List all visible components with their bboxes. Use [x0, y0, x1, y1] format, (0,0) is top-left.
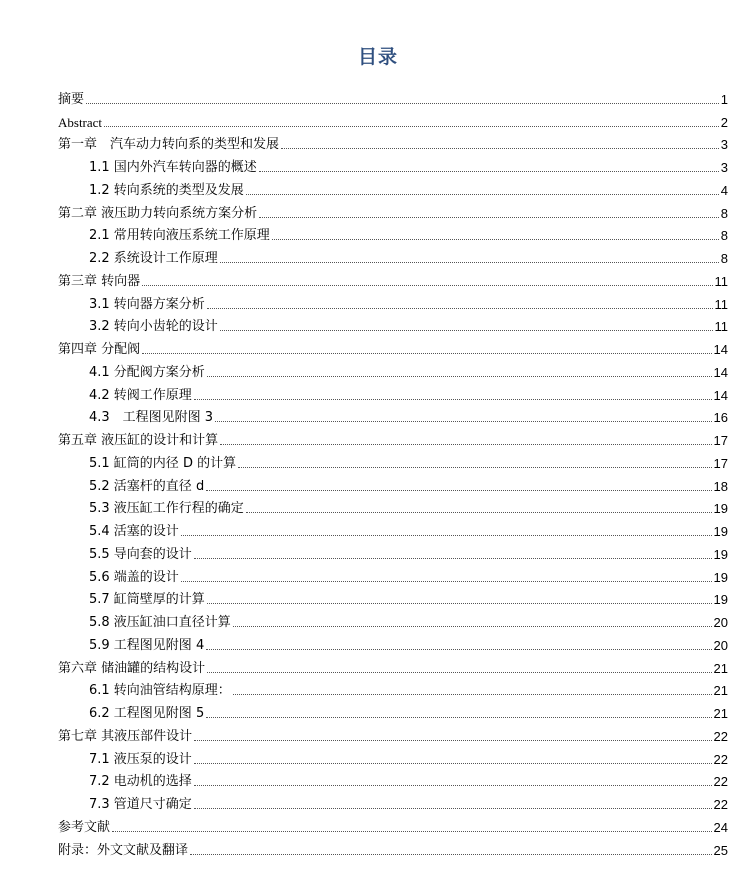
toc-entry-title: 6.1 转向油管结构原理： — [89, 683, 231, 699]
toc-entry-title: 5.4 活塞的设计 — [89, 524, 179, 539]
toc-dot-leader — [190, 854, 712, 855]
toc-dot-leader — [272, 239, 719, 240]
toc-dot-leader — [206, 717, 711, 718]
toc-entry-title: Abstract — [58, 114, 103, 130]
toc-section-entry[interactable] — [58, 677, 728, 700]
toc-page-number: 11 — [714, 319, 728, 335]
toc-dot-leader — [259, 171, 719, 172]
toc-entry-title: 7.3 管道尺寸确定 — [89, 797, 192, 812]
toc-section-entry[interactable] — [58, 563, 728, 586]
toc-entry-title: 第六章 储油罐的结构设计 — [58, 660, 206, 676]
toc-chapter-entry[interactable] — [58, 813, 728, 836]
toc-entry-title: 7.1 液压泵的设计 — [89, 751, 192, 767]
toc-page-number: 21 — [713, 683, 728, 699]
toc-section-entry[interactable] — [58, 540, 728, 563]
toc-chapter-entry[interactable] — [58, 267, 728, 290]
toc-chapter-entry[interactable] — [58, 199, 728, 222]
toc-dot-leader — [220, 262, 719, 263]
toc-dot-leader — [86, 103, 719, 104]
toc-dot-leader — [194, 808, 712, 809]
toc-page-number: 24 — [713, 819, 728, 835]
toc-page-number: 19 — [713, 501, 728, 517]
toc-dot-leader — [233, 694, 712, 695]
toc-entry-title: 第七章 其液压部件设计 — [58, 728, 193, 744]
toc-dot-leader — [207, 672, 711, 673]
toc-entry-title: 摘要 — [58, 91, 85, 107]
toc-page-number: 22 — [713, 797, 728, 812]
toc-page-number: 25 — [713, 842, 728, 858]
toc-dot-leader — [215, 421, 711, 422]
toc-entry-title: 4.2 转阀工作原理 — [89, 387, 192, 403]
toc-dot-leader — [281, 148, 719, 149]
toc-dot-leader — [142, 285, 712, 286]
toc-section-entry[interactable] — [58, 404, 728, 427]
page-title: 目录 — [357, 46, 398, 68]
toc-dot-leader — [112, 831, 712, 832]
toc-page-number: 8 — [720, 228, 728, 244]
toc-dot-leader — [104, 126, 719, 127]
toc-dot-leader — [246, 512, 712, 513]
toc-dot-leader — [206, 490, 711, 491]
toc-entry-title: 3.1 转向器方案分析 — [89, 296, 205, 312]
toc-section-entry[interactable] — [58, 768, 728, 791]
toc-page-number: 14 — [713, 364, 728, 380]
toc-page-number: 20 — [713, 615, 728, 630]
toc-chapter-entry[interactable] — [58, 836, 728, 859]
toc-dot-leader — [194, 558, 712, 559]
toc-page-number: 16 — [713, 410, 728, 426]
toc-chapter-entry[interactable] — [58, 85, 728, 108]
toc-entry-title: 2.1 常用转向液压系统工作原理 — [89, 228, 270, 244]
toc-dot-leader — [194, 740, 711, 741]
toc-entry-title: 1.1 国内外汽车转向器的概述 — [89, 160, 257, 175]
toc-entry-title: 参考文献 — [58, 819, 111, 835]
toc-page-number: 22 — [713, 751, 728, 767]
toc-page-number: 11 — [714, 273, 728, 289]
toc-page-number: 20 — [713, 637, 728, 653]
toc-page-number: 21 — [713, 660, 728, 676]
toc-entry-title: 5.8 液压缸油口直径计算 — [89, 615, 231, 630]
toc-section-entry[interactable] — [58, 449, 728, 472]
toc-dot-leader — [207, 603, 712, 604]
toc-page-number: 22 — [713, 728, 728, 744]
toc-section-entry[interactable] — [58, 244, 728, 267]
toc-page-number: 18 — [713, 478, 728, 494]
toc-page-number: 2 — [720, 114, 728, 130]
toc-dot-leader — [194, 399, 712, 400]
toc-page-number: 14 — [713, 387, 728, 403]
toc-dot-leader — [194, 785, 712, 786]
toc-section-entry[interactable] — [58, 608, 728, 631]
toc-chapter-entry[interactable] — [58, 654, 728, 677]
toc-entry-title: 第一章 汽车动力转向系的类型和发展 — [58, 137, 280, 153]
toc-page-number: 17 — [713, 455, 728, 471]
toc-entry-title: 5.9 工程图见附图 4 — [89, 637, 205, 653]
toc-section-entry[interactable] — [58, 313, 728, 336]
toc-entry-title: 5.1 缸筒的内径 D 的计算 — [89, 455, 237, 471]
toc-entry-title: 第五章 液压缸的设计和计算 — [58, 433, 219, 448]
toc-entry-title: 5.2 活塞杆的直径 d — [89, 478, 205, 494]
toc-page-number: 17 — [713, 433, 728, 448]
toc-entry-title: 5.6 端盖的设计 — [89, 569, 179, 585]
toc-page-number: 14 — [713, 342, 728, 357]
toc-dot-leader — [238, 467, 711, 468]
toc-dot-leader — [181, 535, 712, 536]
toc-dot-leader — [194, 763, 712, 764]
toc-dot-leader — [142, 353, 711, 354]
toc-section-entry[interactable] — [58, 631, 728, 654]
toc-entry-title: 第二章 液压助力转向系统方案分析 — [58, 205, 258, 221]
toc-chapter-entry[interactable] — [58, 426, 728, 449]
toc-page-number: 8 — [720, 251, 728, 266]
toc-section-entry[interactable] — [58, 699, 728, 722]
toc-section-entry[interactable] — [58, 495, 728, 518]
toc-dot-leader — [259, 217, 719, 218]
toc-dot-leader — [246, 194, 719, 195]
toc-entry-title: 3.2 转向小齿轮的设计 — [89, 319, 218, 335]
toc-entry-title: 1.2 转向系统的类型及发展 — [89, 182, 244, 198]
toc-dot-leader — [220, 444, 711, 445]
toc-section-entry[interactable] — [58, 222, 728, 245]
toc-entry-title: 4.1 分配阀方案分析 — [89, 364, 205, 380]
toc-page-number: 3 — [720, 160, 728, 175]
toc-entry-title: 6.2 工程图见附图 5 — [89, 706, 205, 721]
toc-dot-leader — [220, 330, 713, 331]
toc-page-number: 19 — [713, 569, 728, 585]
toc-chapter-entry[interactable] — [58, 335, 728, 358]
toc-dot-leader — [207, 308, 713, 309]
toc-entry-title: 5.7 缸筒壁厚的计算 — [89, 592, 205, 608]
toc-entry-title: 第四章 分配阀 — [58, 342, 141, 357]
toc-entry-title: 5.3 液压缸工作行程的确定 — [89, 501, 244, 517]
toc-section-entry[interactable] — [58, 176, 728, 199]
toc-entry-title: 7.2 电动机的选择 — [89, 774, 192, 790]
table-of-contents — [58, 85, 728, 859]
toc-section-entry[interactable] — [58, 153, 728, 176]
toc-section-entry[interactable] — [58, 517, 728, 540]
toc-section-entry[interactable] — [58, 472, 728, 495]
toc-entry-title: 第三章 转向器 — [58, 273, 141, 289]
toc-page-number: 22 — [713, 774, 728, 790]
toc-page-number: 11 — [714, 296, 728, 312]
toc-dot-leader — [207, 376, 712, 377]
toc-section-entry[interactable] — [58, 586, 728, 609]
toc-page-number: 4 — [720, 182, 728, 198]
toc-dot-leader — [233, 626, 712, 627]
toc-section-entry[interactable] — [58, 358, 728, 381]
toc-section-entry[interactable] — [58, 381, 728, 404]
toc-page-number: 21 — [713, 706, 728, 721]
toc-section-entry[interactable] — [58, 290, 728, 313]
toc-section-entry[interactable] — [58, 790, 728, 813]
toc-chapter-entry[interactable] — [58, 108, 728, 131]
toc-section-entry[interactable] — [58, 745, 728, 768]
toc-entry-title: 5.5 导向套的设计 — [89, 546, 192, 562]
toc-entry-title: 附录：外文文献及翻译 — [58, 842, 189, 858]
toc-page-number: 3 — [720, 137, 728, 153]
toc-dot-leader — [206, 649, 711, 650]
toc-page-number: 8 — [720, 205, 728, 221]
toc-page-number: 19 — [713, 524, 728, 539]
toc-page-number: 19 — [713, 592, 728, 608]
toc-page-number: 1 — [720, 91, 728, 107]
toc-entry-title: 4.3 工程图见附图 3 — [89, 410, 214, 426]
toc-page-number: 19 — [713, 546, 728, 562]
toc-entry-title: 2.2 系统设计工作原理 — [89, 251, 218, 266]
toc-dot-leader — [181, 581, 712, 582]
toc-chapter-entry[interactable] — [58, 722, 728, 745]
toc-chapter-entry[interactable] — [58, 131, 728, 154]
